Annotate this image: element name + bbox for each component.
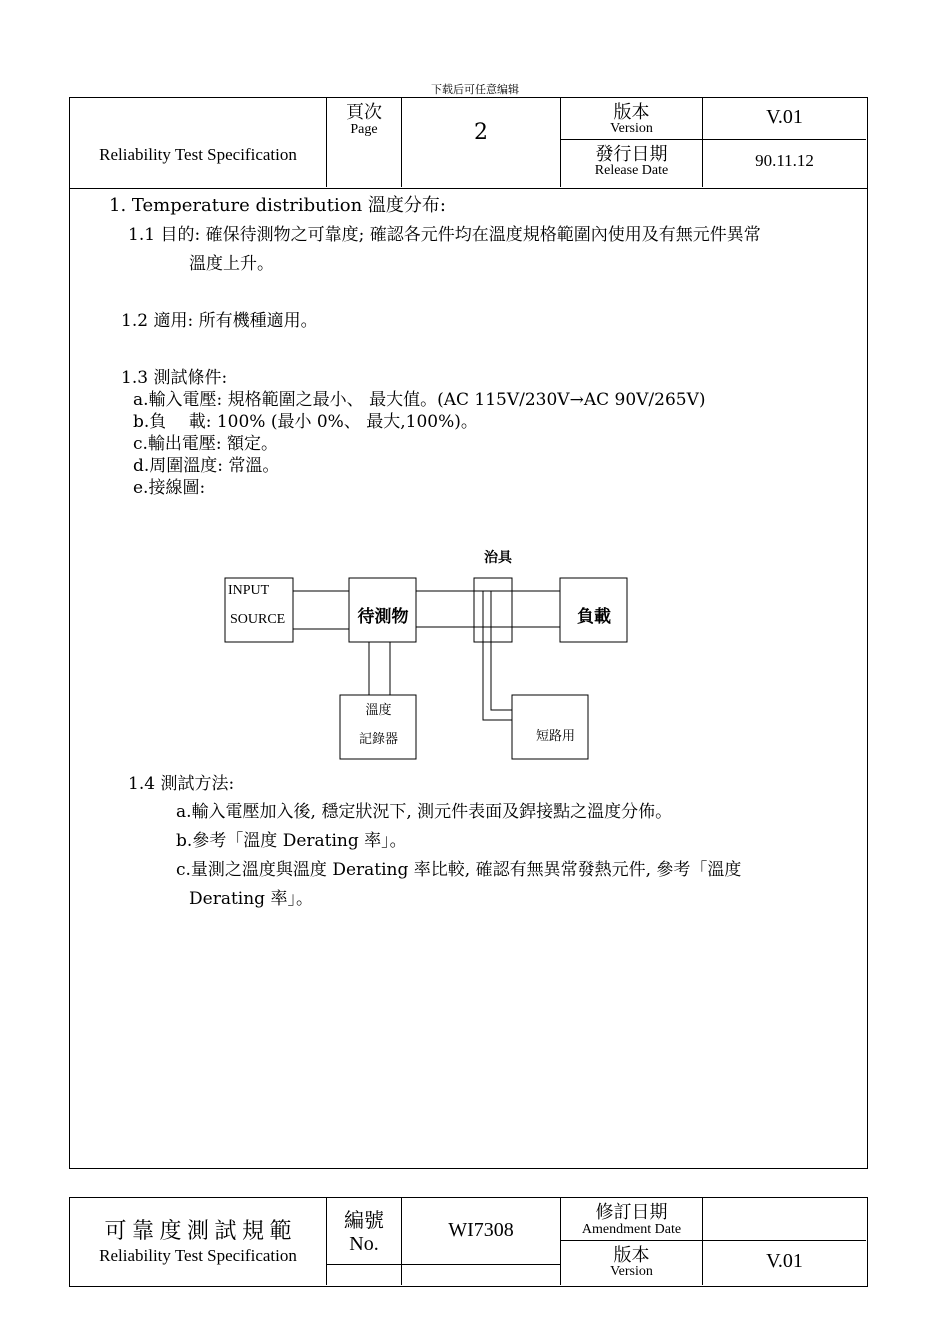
scope-line: 1.2 適用: 所有機種適用。	[121, 311, 318, 331]
header-page-label-zh: 頁次	[346, 102, 382, 122]
method-c-line-1: c.量測之溫度與溫度 Derating 率比較, 確認有無異常發熱元件, 參考「溫度	[176, 860, 742, 880]
dut-label: 待測物	[357, 607, 409, 627]
condition-a: a.輸入電壓: 規格範圍之最小、 最大值。(AC 115V/230V→AC 90V/265V)	[133, 390, 706, 410]
header-release-value: 90.11.12	[755, 151, 814, 170]
footer-title-zh: 可 靠 度 測 試 規 範	[104, 1218, 292, 1243]
method-c-line-2: Derating 率」。	[189, 889, 313, 909]
fixture-label: 治具	[484, 550, 512, 566]
purpose-line-1: 1.1 目的: 確保待測物之可靠度; 確認各元件均在溫度規格範圍內使用及有無元件異常	[128, 225, 761, 245]
footer-amend-label-en: Amendment Date	[581, 1222, 682, 1237]
fixture-box	[474, 578, 512, 642]
header-page-number: 2	[474, 120, 488, 145]
header-release-label-zh: 發行日期	[595, 144, 668, 164]
recorder-label-1: 溫度	[365, 703, 392, 718]
purpose-line-2: 溫度上升。	[189, 254, 274, 274]
footer-title-en: Reliability Test Specification	[99, 1246, 297, 1265]
conditions-title: 1.3 測試條件:	[121, 368, 228, 388]
header-page-label-en: Page	[350, 122, 378, 137]
footer-number-value: WI7308	[448, 1219, 514, 1241]
method-a: a.輸入電壓加入後, 穩定狀況下, 測元件表面及銲接點之溫度分佈。	[176, 802, 673, 822]
method-b: b.參考「溫度 Derating 率」。	[176, 831, 407, 851]
header-version-label-en: Version	[610, 121, 653, 136]
condition-d: d.周圍溫度: 常溫。	[133, 456, 280, 476]
download-note: 下载后可任意编辑	[431, 83, 519, 96]
footer-version-value: V.01	[766, 1250, 803, 1272]
header-release-label-en: Release Date	[594, 163, 669, 178]
wire-fixture-short-2	[491, 591, 512, 710]
wire-fixture-short-1	[483, 591, 512, 720]
footer-version-label-en: Version	[610, 1264, 653, 1279]
condition-e: e.接線圖:	[133, 478, 206, 498]
recorder-label-2: 記錄器	[358, 732, 398, 747]
footer-number-label-zh: 編號	[344, 1210, 384, 1232]
header-version-value: V.01	[766, 106, 803, 128]
section-title: 1. Temperature distribution 溫度分布:	[109, 195, 446, 216]
method-title: 1.4 測試方法:	[128, 774, 235, 794]
input-source-label-1: INPUT	[228, 583, 270, 598]
footer-amend-label-zh: 修訂日期	[595, 1202, 668, 1222]
load-label: 負載	[577, 607, 611, 627]
footer-number-label-en: No.	[349, 1233, 379, 1255]
condition-b: b.負 載: 100% (最小 0%、 最大,100%)。	[133, 412, 478, 432]
condition-c: c.輸出電壓: 額定。	[133, 434, 279, 454]
input-source-label-2: SOURCE	[230, 612, 286, 627]
header-doc-title: Reliability Test Specification	[99, 145, 297, 164]
header-version-label-zh: 版本	[613, 102, 650, 122]
short-label: 短路用	[535, 729, 575, 744]
footer-version-label-zh: 版本	[613, 1245, 650, 1265]
